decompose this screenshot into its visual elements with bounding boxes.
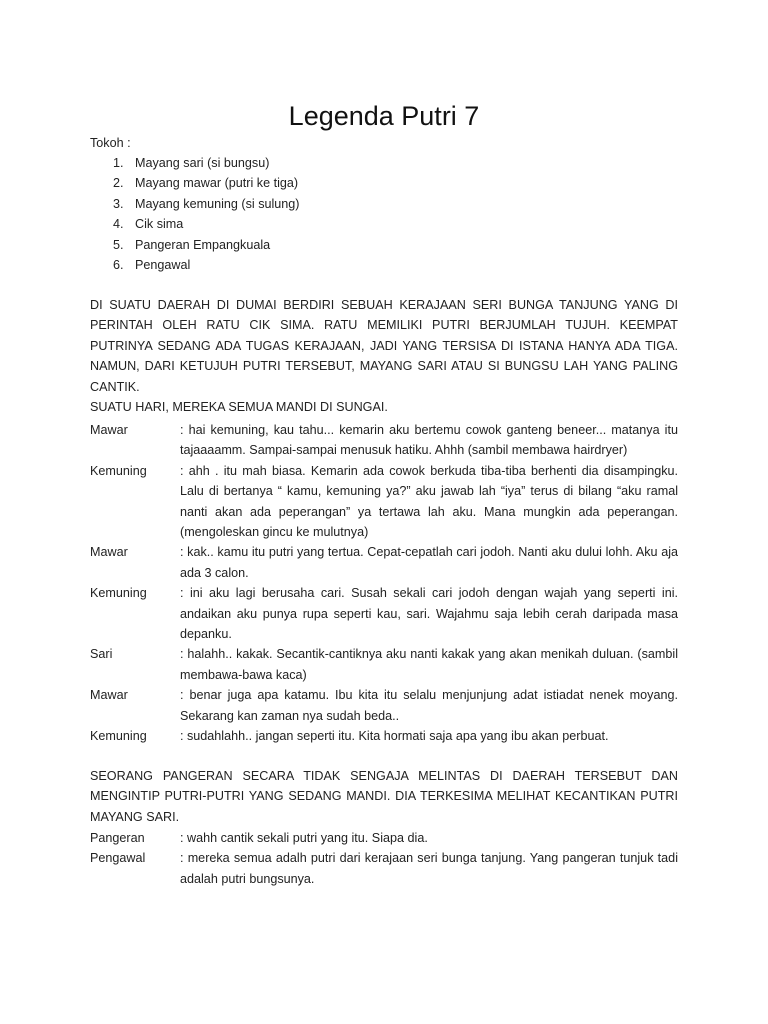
characters-heading: Tokoh : bbox=[90, 136, 131, 150]
list-number: 3. bbox=[113, 196, 124, 211]
dialogue-row bbox=[90, 583, 678, 644]
dialogue-row bbox=[90, 542, 678, 583]
dialogue-row bbox=[90, 726, 678, 746]
character-name: Cik sima bbox=[135, 217, 184, 232]
dialogue-row bbox=[90, 848, 678, 889]
speaker: Kemuning bbox=[90, 463, 147, 478]
list-number: 4. bbox=[113, 217, 124, 232]
speaker: Sari bbox=[90, 647, 113, 662]
list-number: 5. bbox=[113, 237, 124, 252]
speaker: Kemuning bbox=[90, 729, 147, 744]
dialogue-row bbox=[90, 644, 678, 685]
dialogue-row bbox=[90, 461, 678, 543]
character-name: Mayang mawar (putri ke tiga) bbox=[135, 176, 299, 191]
dialogue-line: : kak.. kamu itu putri yang tertua. Cepat-cepatlah cari jodoh. Nanti aku dului lohh. Aku aja ada 3 calon. bbox=[180, 545, 678, 580]
character-name: Pangeran Empangkuala bbox=[135, 237, 271, 252]
dialogue-line: : ini aku lagi berusaha cari. Susah sekali cari jodoh dengan wajah yang seperti ini. andaikan aku punya rupa seperti kau, sari. Wajahmu saja lebih cerah daripada masa depanku. bbox=[180, 586, 678, 642]
list-item bbox=[90, 173, 300, 193]
dialogue-line: : wahh cantik sekali putri yang itu. Siapa dia. bbox=[180, 831, 428, 845]
list-item bbox=[90, 153, 300, 173]
speaker: Pengawal bbox=[90, 851, 146, 866]
list-item bbox=[90, 194, 300, 214]
narration-text: SUATU HARI, MEREKA SEMUA MANDI DI SUNGAI. bbox=[90, 400, 388, 415]
speaker: Mawar bbox=[90, 688, 128, 703]
character-name: Mayang sari (si bungsu) bbox=[135, 156, 270, 170]
list-number: 2. bbox=[113, 176, 124, 191]
narration-paragraph: SEORANG PANGERAN SECARA TIDAK SENGAJA MELINTAS DI DAERAH TERSEBUT DAN MENGINTIP PUTRI-PUTRI YANG SEDANG MANDI. DIA TERKESIMA MELIHAT KECANTIKAN PUTRI MAYANG SARI. bbox=[90, 769, 678, 824]
list-item bbox=[90, 214, 300, 234]
speaker: Kemuning bbox=[90, 586, 147, 601]
speaker: Mawar bbox=[90, 423, 128, 437]
list-item bbox=[90, 235, 300, 255]
speaker: Pangeran bbox=[90, 831, 145, 845]
narration-paragraph bbox=[90, 295, 678, 417]
list-item bbox=[90, 255, 300, 275]
dialogue-block bbox=[90, 828, 678, 889]
dialogue-block bbox=[90, 420, 678, 747]
list-number: 1. bbox=[113, 156, 124, 170]
list-number: 6. bbox=[113, 258, 124, 273]
dialogue-line: : ahh . itu mah biasa. Kemarin ada cowok berkuda tiba-tiba berhenti dia disampingku. Lalu di bertanya “ kamu, kemuning ya?” aku jawab lah “iya” terus di bilang “aku ramal nanti akan ada peperangan” ya tertawa lah aku. Mana mungkin ada peperangan. (mengoleskan gincu ke mulutnya) bbox=[180, 463, 678, 540]
dialogue-line: : hai kemuning, kau tahu... kemarin aku bertemu cowok ganteng beneer... matanya itu tajaaaamm. Sampai-sampai menusuk hatiku. Ahhh (sambil membawa hairdryer) bbox=[180, 423, 678, 458]
narration-text: DI SUATU DAERAH DI DUMAI BERDIRI SEBUAH KERAJAAN SERI BUNGA TANJUNG YANG DI PERINTAH OLEH RATU CIK SIMA. RATU MEMILIKI PUTRI BERJUMLAH TUJUH. KEEMPAT PUTRINYA SEDANG ADA TUGAS KERAJAAN, JADI YANG TERSISA DI ISTANA HANYA ADA TIGA. NAMUN, DARI KETUJUH PUTRI TERSEBUT, MAYANG SARI ATAU SI BUNGSU LAH YANG PALING CANTIK. bbox=[90, 298, 678, 394]
dialogue-line: : halahh.. kakak. Secantik-cantiknya aku nanti kakak yang akan menikah duluan. (sambil membawa-bawa kaca) bbox=[180, 647, 678, 682]
document-title: Legenda Putri 7 bbox=[288, 101, 480, 131]
dialogue-line: : mereka semua adalh putri dari kerajaan seri bunga tanjung. Yang pangeran tunjuk tadi adalah putri bungsunya. bbox=[180, 851, 678, 886]
speaker: Mawar bbox=[90, 545, 128, 560]
dialogue-line: : benar juga apa katamu. Ibu kita itu selalu menjunjung adat istiadat nenek moyang. Sekarang kan zaman nya sudah beda.. bbox=[180, 688, 678, 723]
dialogue-row bbox=[90, 420, 678, 461]
character-name: Pengawal bbox=[135, 258, 191, 273]
dialogue-row bbox=[90, 828, 678, 848]
character-name: Mayang kemuning (si sulung) bbox=[135, 196, 300, 211]
character-list bbox=[90, 153, 300, 275]
dialogue-row bbox=[90, 685, 678, 726]
dialogue-line: : sudahlahh.. jangan seperti itu. Kita hormati saja apa yang ibu akan perbuat. bbox=[180, 729, 609, 744]
